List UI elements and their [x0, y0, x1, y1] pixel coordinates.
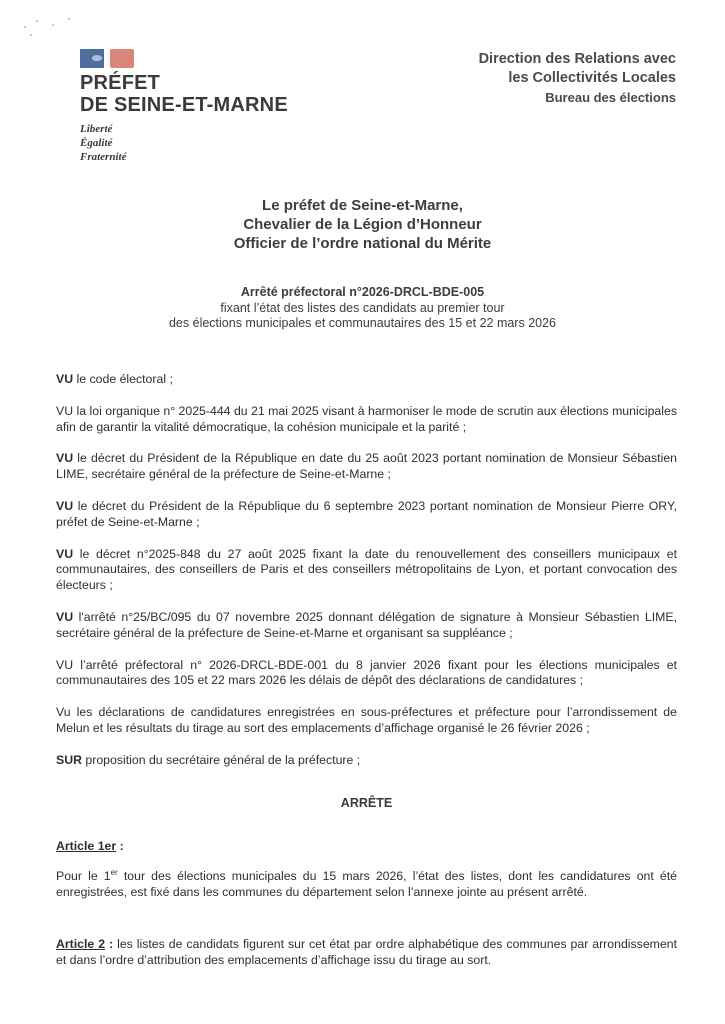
- prefect-titles: [0, 196, 725, 253]
- motto-fraternite: Fraternité: [80, 151, 127, 163]
- visa-text: le code électoral ;: [73, 372, 173, 386]
- motto-liberte: Liberté: [80, 123, 113, 135]
- article-1-text-rest: tour des élections municipales du 15 mars 2026, l’état des listes, dont les candidatures ont été enregistrées, est fixé dans les communes du département selon l’annexe jointe au présent arrêté.: [56, 869, 678, 899]
- arrete-subtitle-2: des élections municipales et communautaires des 15 et 22 mars 2026: [168, 316, 557, 330]
- direction-line1: Direction des Relations avec: [478, 51, 676, 67]
- article-1-colon: :: [116, 839, 124, 854]
- visa-paragraph: [56, 372, 677, 388]
- visa-paragraph: [56, 658, 677, 690]
- article-2: [56, 937, 677, 969]
- visa-text: le décret du Président de la République du 6 septembre 2023 portant nomination de Monsieur Pierre ORY, préfet de Seine-et-Marne ;: [56, 498, 677, 529]
- scan-artifacts: [18, 18, 78, 38]
- article-1-text-start: Pour le 1: [56, 869, 111, 884]
- prefecture-logo: [80, 49, 288, 164]
- visa-text: l'arrêté n°25/BC/095 du 07 novembre 2025 donnant délégation de signature à Monsieur Sébastien LIME, secrétaire général de la préfecture de Seine-et-Marne et organisant sa suppléance ;: [56, 609, 677, 640]
- arrete-subtitle-1: fixant l’état des listes des candidats au premier tour: [220, 300, 505, 315]
- issuing-department: [479, 50, 676, 107]
- prefect-title-2: Chevalier de la Légion d’Honneur: [243, 216, 482, 233]
- visa-text: le décret n°2025-848 du 27 août 2025 fixant la date du renouvellement des conseillers municipaux et communautaires, des conseillers de Paris et des conseillers métropolitains de Lyon, et portant convocation des électeurs ;: [56, 546, 677, 593]
- ordinal-superscript: er: [110, 868, 118, 878]
- arrete-number: Arrêté préfectoral n°2026-DRCL-BDE-005: [240, 285, 485, 299]
- article-2-title: Article 2: [56, 936, 106, 951]
- visa-text: VU la loi organique n° 2025-444 du 21 mai 2025 visant à harmoniser le mode de scrutin aux élections municipales afin de garantir la vitalité démocratique, la cohésion municipale et la parité ;: [56, 403, 677, 434]
- visa-paragraph: [56, 499, 677, 531]
- flag-blue-band: [80, 49, 104, 68]
- visa-lead: VU: [56, 372, 74, 386]
- visa-lead: SUR: [56, 752, 82, 767]
- visa-lead: VU: [56, 498, 74, 513]
- decision-heading: ARRÊTE: [340, 795, 393, 810]
- visa-text: le décret du Président de la République en date du 25 août 2023 portant nomination de Monsieur Sébastien LIME, secrétaire général de la préfecture de Seine-et-Marne ;: [56, 451, 677, 482]
- article-1-heading: [56, 839, 677, 855]
- marianne-flag-icon: [80, 49, 288, 68]
- visa-paragraph: [56, 753, 677, 769]
- visa-paragraph: [56, 547, 677, 594]
- spacer: [56, 917, 677, 937]
- visa-paragraph: [56, 404, 677, 436]
- bureau-line: Bureau des élections: [545, 90, 676, 105]
- document-body: [56, 372, 677, 984]
- article-2-colon: :: [105, 936, 114, 951]
- prefect-title-3: Officier de l’ordre national du Mérite: [233, 235, 492, 252]
- article-2-text: les listes de candidats figurent sur cet état par ordre alphabétique des communes par arrondissement et dans l’ordre d’attribution des emplacements d’affichage issu du tirage au sort.: [56, 936, 678, 967]
- prefect-title-1: Le préfet de Seine-et-Marne,: [262, 197, 463, 214]
- visa-paragraph: [56, 705, 677, 737]
- motto-egalite: Égalité: [80, 137, 113, 149]
- visa-lead: VU: [56, 451, 74, 466]
- flag-red-band: [110, 49, 134, 68]
- visa-lead: VU: [56, 546, 74, 561]
- arrete-heading: [0, 285, 725, 332]
- visa-paragraph: [56, 451, 677, 483]
- visa-text: proposition du secrétaire général de la préfecture ;: [81, 752, 361, 767]
- article-1-title: Article 1er: [56, 839, 117, 854]
- visa-lead: VU: [56, 609, 74, 624]
- visa-text: VU l’arrêté préfectoral n° 2026-DRCL-BDE-001 du 8 janvier 2026 fixant pour les élections municipales et communautaires des 105 et 22 mars 2026 les délais de dépôt des déclarations de candidatures ;: [56, 657, 677, 688]
- article-1-text: [56, 869, 677, 901]
- republic-motto: [80, 122, 288, 164]
- direction-line2: les Collectivités Locales: [508, 70, 676, 86]
- logo-title-line2: DE SEINE-ET-MARNE: [80, 94, 288, 116]
- visa-paragraph: [56, 610, 677, 642]
- visa-text: Vu les déclarations de candidatures enregistrées en sous-préfectures et préfecture pour l’arrondissement de Melun et les résultats du tirage au sort des emplacements d’affichage organisé le 26 février 2026 ;: [56, 705, 677, 735]
- logo-title-line1: PRÉFET: [80, 72, 161, 94]
